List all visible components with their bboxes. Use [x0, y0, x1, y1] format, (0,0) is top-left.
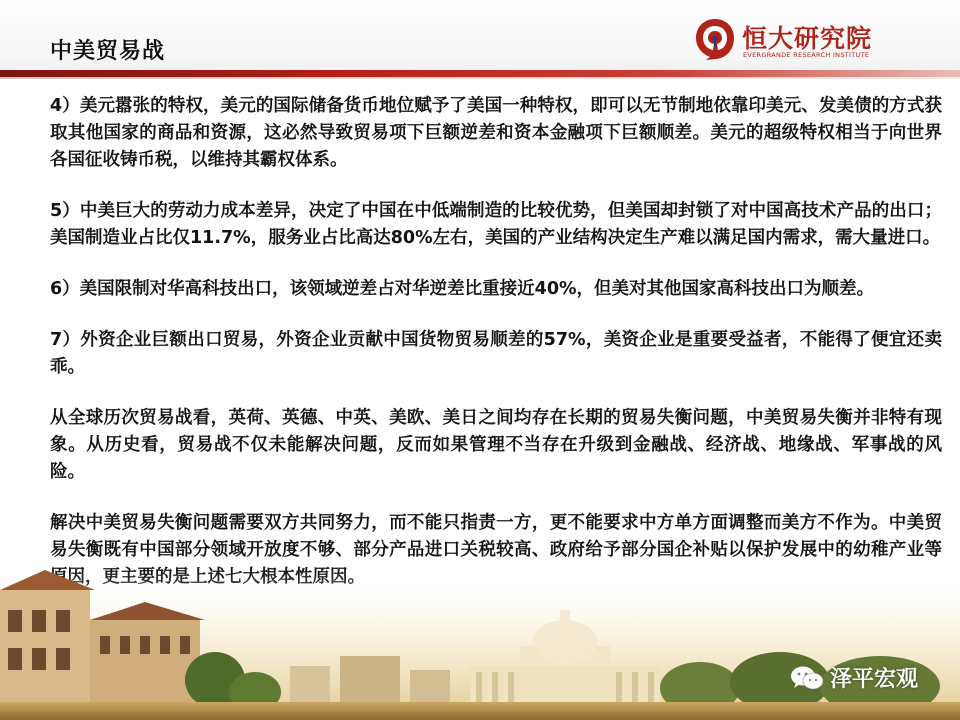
watermark-text: 泽平宏观	[830, 667, 919, 692]
slide-title: 中美贸易战	[50, 39, 166, 64]
paragraph-point-4: 4）美元嚣张的特权，美元的国际储备货币地位赋予了美国一种特权，即可以无节制地依靠印美元、发美债的方式获取其他国家的商品和资源，这必然导致贸易项下巨额逆差和资本金融项下巨额顺差。美元的超级特权相当于向世界各国征收铸币税，以维持其霸权体系。	[50, 96, 942, 170]
header-divider-shadow	[0, 77, 960, 79]
slide-body	[50, 93, 942, 615]
building-banner-image	[0, 570, 960, 720]
paragraph-solution: 解决中美贸易失衡问题需要双方共同努力，而不能只指责一方，更不能要求中方单方面调整而美方不作为。中美贸易失衡既有中国部分领域开放度不够、部分产品进口关税较高、政府给予部分国企补贴以保护发展中的幼稚产业等	[50, 513, 942, 560]
logo-english-name: EVERGRANDE RESEARCH INSTITUTE	[743, 51, 870, 59]
paragraph-point-5: 5）中美巨大的劳动力成本差异，决定了中国在中低端制造的比较优势，但美国却封锁了对中国高技术产品的出口；美国制造业占比仅11.7%，服务业占比高达80%左右，美国的产业结构决定生产难以满足国内需求，需大量进口。	[50, 201, 942, 248]
wechat-icon	[790, 665, 824, 691]
header-divider	[0, 70, 960, 77]
slide-header	[0, 0, 960, 78]
evergrande-logo	[692, 16, 882, 68]
logo-chinese-name: 恒大研究院	[742, 24, 873, 53]
paragraph-point-7: 7）外资企业巨额出口贸易，外资企业贡献中国货物贸易顺差的57%，美资企业是重要受益者，不能得了便宜还卖乖。	[50, 330, 942, 377]
paragraph-global-history: 从全球历次贸易战看，英荷、英德、中英、美欧、美日之间均存在长期的贸易失衡问题，中美贸易失衡并非特有现象。从历史看，贸易战不仅未能解决问题，反而如果管理不当存在升级到金融战、经济战、地缘战、军事战的风险。	[50, 408, 942, 482]
evergrande-logo-icon	[692, 16, 738, 62]
paragraph-point-6: 6）美国限制对华高科技出口，该领域逆差占对华逆差比重接近40%，但美对其他国家高科技出口为顺差。	[50, 279, 875, 299]
